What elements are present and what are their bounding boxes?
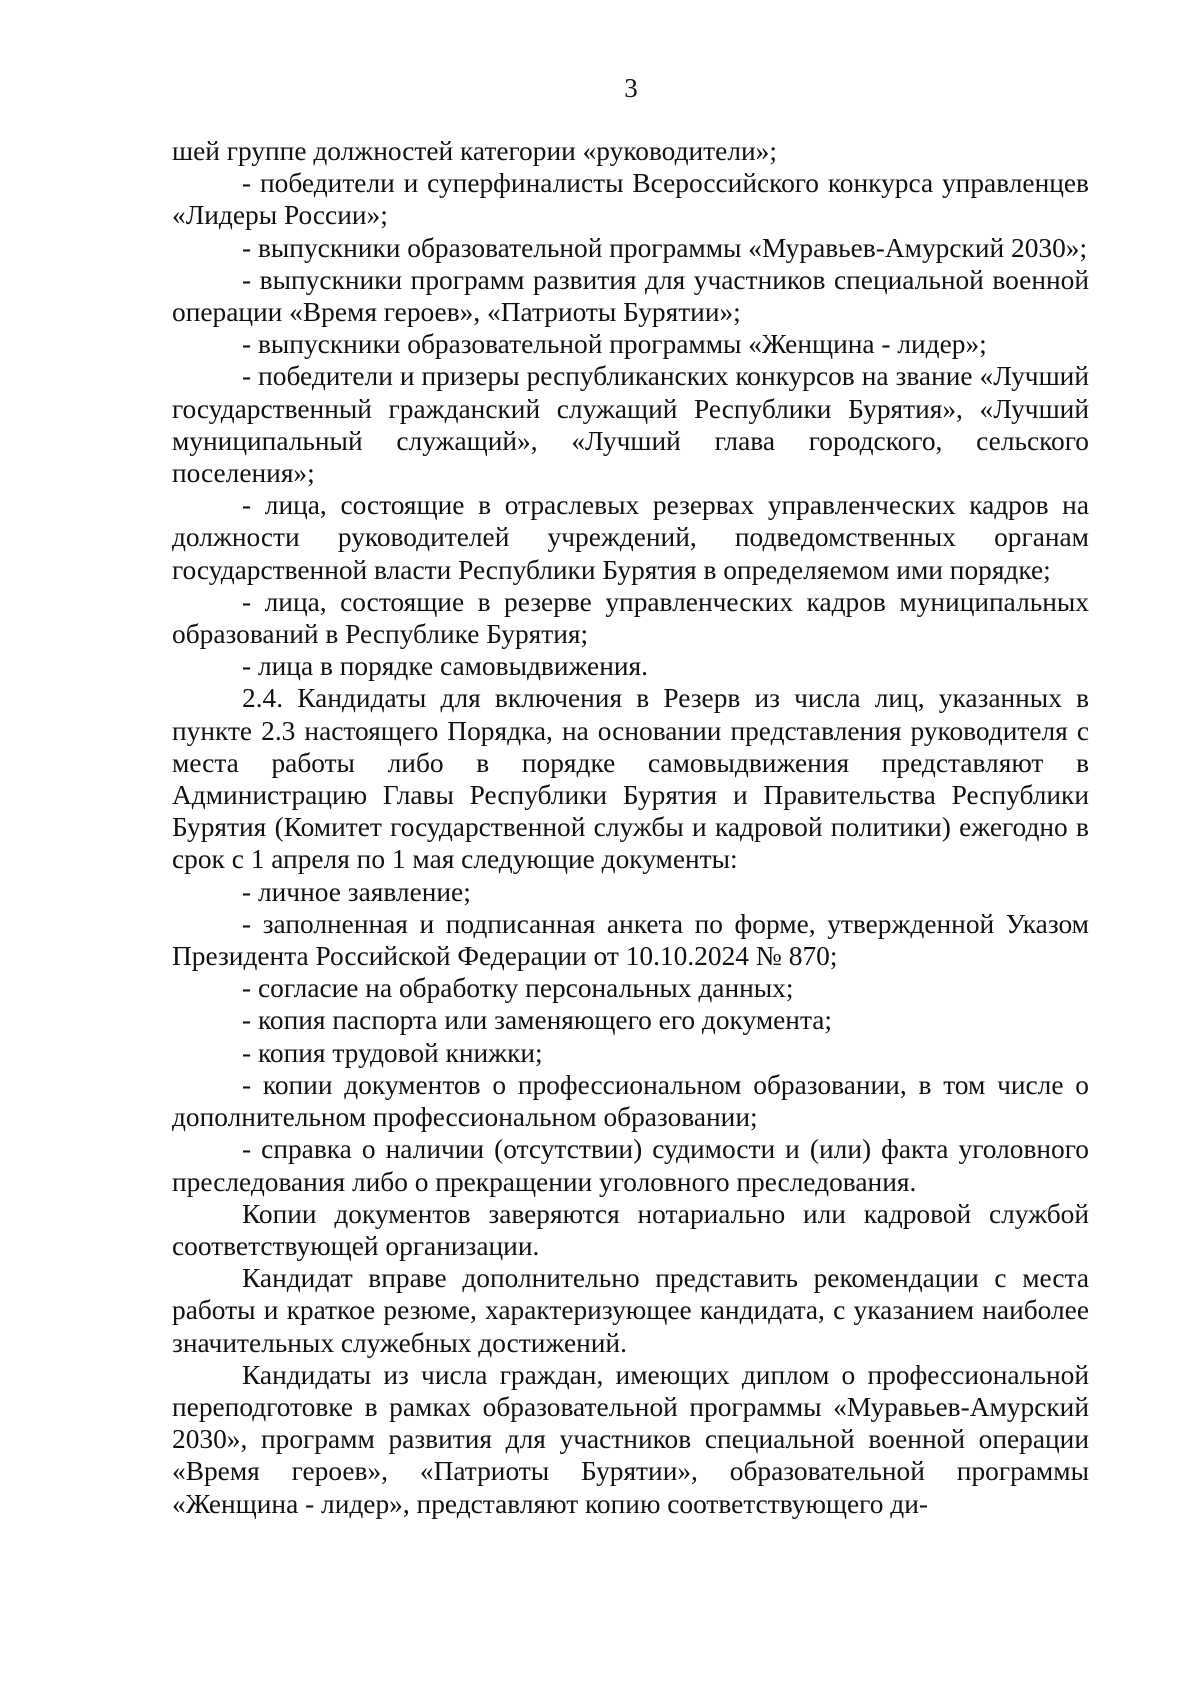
paragraph-5: - выпускники образовательной программы «Женщина - лидер»; [242, 329, 987, 360]
paragraph-15: - копия трудовой книжки; [242, 1037, 543, 1068]
page-number: 3 [624, 73, 638, 103]
paragraph-11: - личное заявление; [242, 876, 471, 907]
paragraph-18: Копии документов заверяются нотариально или кадровой службой соответствующей организации. [172, 1198, 1089, 1261]
paragraph-14: - копия паспорта или заменяющего его документа; [242, 1005, 833, 1036]
paragraph-17: - справка о наличии (отсутствии) судимости и (или) факта уголовного преследования либо о прекращении уголовного преследования. [172, 1134, 1089, 1197]
paragraph-9: - лица в порядке самовыдвижения. [242, 651, 648, 682]
paragraph-16: - копии документов о профессиональном образовании, в том числе о дополнительном профессиональном образовании; [172, 1069, 1089, 1133]
paragraph-4: - выпускники программ развития для участников специальной военной операции «Время героев», «Патриоты Бурятии»; [172, 264, 1089, 328]
paragraph-13: - согласие на обработку персональных данных; [242, 973, 794, 1004]
paragraph-12: - заполненная и подписанная анкета по форме, утвержденной Указом Президента Российской Федерации от 10.10.2024 № 870; [172, 908, 1089, 972]
paragraph-1: шей группе должностей категории «руководители»; [172, 136, 777, 166]
paragraph-7: - лица, состоящие в отраслевых резервах управленческих кадров на должности руководителей учреждений, подведомственных органам государственной власти Республики Бурятия в определяемом ими порядке; [172, 490, 1089, 585]
paragraph-19: Кандидат вправе дополнительно представить рекомендации с места работы и краткое резюме, характеризующее кандидата, с указанием наиболее значительных служебных достижений. [172, 1263, 1089, 1358]
paragraph-2: - победители и суперфиналисты Всероссийского конкурса управленцев «Лидеры России»; [172, 168, 1089, 231]
paragraph-20: Кандидаты из числа граждан, имеющих диплом о профессиональной переподготовке в рамках образовательной программы «Муравьев-Амурский 2030», программ развития для участников специальной военной операции «Время героев», «Патриоты Бурятии», образовательной программы «Женщина - лидер», представляют копию соответствующего ди- [172, 1359, 1089, 1519]
paragraph-10: 2.4. Кандидаты для включения в Резерв из числа лиц, указанных в пункте 2.3 настоящего Порядка, на основании представления руководителя с места работы либо в порядке самовыдвижения представляют в Администрацию Главы Республики Бурятия и Правительства Республики Бурятия (Комитет государственной службы и кадровой политики) ежегодно в срок с 1 апреля по 1 мая следующие документы: [172, 683, 1089, 875]
paragraph-3: - выпускники образовательной программы «Муравьев-Амурский 2030»; [242, 232, 1088, 263]
paragraph-8: - лица, состоящие в резерве управленческих кадров муниципальных образований в Республике Бурятия; [172, 586, 1089, 650]
paragraph-6: - победители и призеры республиканских конкурсов на звание «Лучший государственный гражданский служащий Республики Бурятия», «Лучший муниципальный служащий», «Лучший глава городского, сельского поселения»; [172, 361, 1089, 489]
document-body [172, 135, 1089, 1520]
